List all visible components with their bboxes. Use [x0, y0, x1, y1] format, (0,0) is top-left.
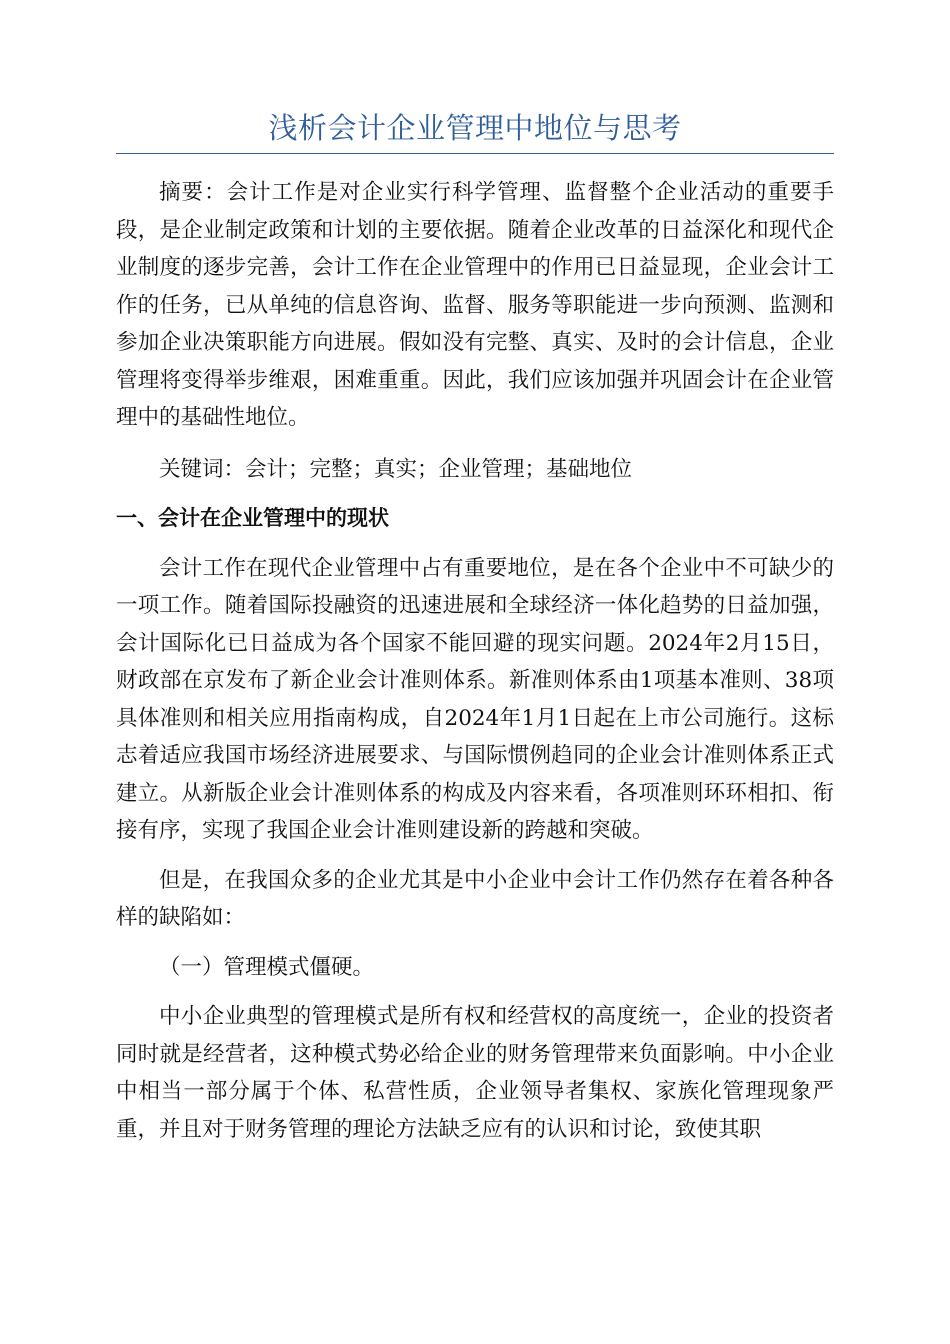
section-heading-1: 一、会计在企业管理中的现状 [116, 506, 389, 530]
section1-paragraph-2: 但是，在我国众多的企业尤其是中小企业中会计工作仍然存在着各种各样的缺陷如： [116, 867, 834, 930]
document-page [116, 108, 834, 1148]
subsection1-paragraph-1: 中小企业典型的管理模式是所有权和经营权的高度统一，企业的投资者同时就是经营者，这种模式势必给企业的财务管理带来负面影响。中小企业中相当一部分属于个体、私营性质，企业领导者集权、家族化管理现象严重，并且对于财务管理的理论方法缺乏应有的认识和讨论，致使其职 [116, 1004, 834, 1142]
title-underline [116, 153, 834, 154]
keywords-line: 关键词：会计；完整；真实；企业管理；基础地位 [159, 456, 633, 482]
document-title: 浅析会计企业管理中地位与思考 [268, 111, 682, 145]
subheading-1: （一）管理模式僵硬。 [159, 954, 375, 980]
abstract-paragraph: 摘要：会计工作是对企业实行科学管理、监督整个企业活动的重要手段，是企业制定政策和计划的主要依据。随着企业改革的日益深化和现代企业制度的逐步完善，会计工作在企业管理中的作用已日益显现，企业会计工作的任务，已从单纯的信息咨询、监督、服务等职能进一步向预测、监测和参加企业决策职能方向进展。假如没有完整、真实、及时的会计信息，企业管理将变得举步维艰，困难重重。因此，我们应该加强并巩固会计在企业管理中的基础性地位。 [116, 180, 834, 430]
section1-paragraph-1: 会计工作在现代企业管理中占有重要地位，是在各个企业中不可缺少的一项工作。随着国际投融资的迅速进展和全球经济一体化趋势的日益加强，会计国际化已日益成为各个国家不能回避的现实问题。2024年2月15日，财政部在京发布了新企业会计准则体系。新准则体系由1项基本准则、38项具体准则和相关应用指南构成，自2024年1月1日起在上市公司施行。这标志着适应我国市场经济进展要求、与国际惯例趋同的企业会计准则体系正式建立。从新版企业会计准则体系的构成及内容来看，各项准则环环相扣、衔接有序，实现了我国企业会计准则建设新的跨越和突破。 [116, 555, 834, 843]
